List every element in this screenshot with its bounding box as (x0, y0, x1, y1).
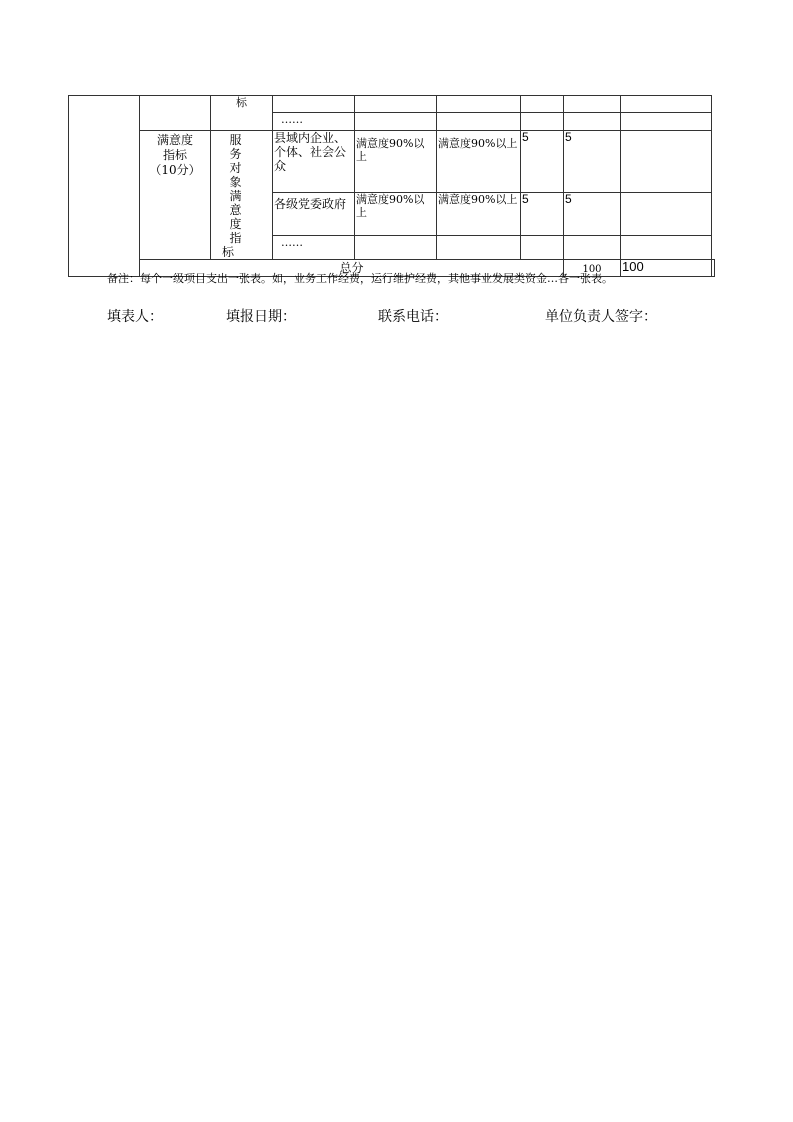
weight-cell: 5 (521, 192, 564, 235)
ellipsis-cell: …… (273, 236, 355, 260)
sub-line: 对 象 (229, 161, 278, 189)
sub-line: 度 指 (229, 217, 278, 245)
sub-line: 标 (222, 245, 235, 259)
table-row (69, 96, 715, 113)
table-cell (355, 236, 437, 260)
table-cell (564, 96, 621, 113)
weight-cell: 5 (521, 131, 564, 193)
standard-cell: 满意度90%以上 (355, 192, 437, 235)
table-cell (355, 96, 437, 113)
category-line: （10分） (149, 163, 201, 177)
table-cell (437, 96, 521, 113)
table-cell (621, 96, 712, 113)
ellipsis-cell: …… (273, 113, 355, 131)
total-score: 100 (621, 260, 712, 277)
table-cell (437, 113, 521, 131)
satisfaction-category-cell (140, 131, 211, 260)
filler-label: 填表人： (107, 309, 163, 325)
target-cell: 县域内企业、个体、社会公众 (273, 131, 355, 193)
phone-label: 联系电话： (378, 309, 448, 325)
sub-line: 服 务 (229, 133, 278, 161)
sub-line: 满 意 (229, 189, 278, 217)
table-cell (521, 96, 564, 113)
table-cell (521, 236, 564, 260)
satisfaction-sub-cell (211, 131, 278, 260)
table-cell (621, 131, 712, 193)
leader-signature-label: 单位负责人签字： (545, 309, 657, 325)
table-cell (712, 260, 715, 277)
target-cell: 各级党委政府 (273, 192, 355, 235)
table-cell (621, 113, 712, 131)
footnote: 备注：每个一级项目支出一张表。如，业务工作经费，运行维护经费，其他事业发展类资金…各一张表。 (107, 272, 613, 285)
total-weight: 100 (564, 260, 621, 277)
total-label: 总分 (140, 260, 564, 277)
table-cell (355, 113, 437, 131)
table-cell (521, 113, 564, 131)
table-cell (273, 96, 355, 113)
category-line: 满意度 (156, 133, 193, 147)
table-cell (564, 236, 621, 260)
table-cell (437, 236, 521, 260)
standard-cell: 满意度90%以上 (355, 131, 437, 193)
level2-cell (140, 96, 211, 131)
level1-cell (69, 96, 140, 277)
table-row (69, 131, 715, 193)
performance-table (68, 95, 715, 277)
table-cell (621, 192, 712, 235)
fill-date-label: 填报日期： (226, 309, 296, 325)
table-cell (621, 236, 712, 260)
actual-cell: 满意度90%以上 (437, 192, 521, 235)
level3-cell (211, 96, 273, 131)
score-cell: 5 (564, 131, 621, 193)
score-cell: 5 (564, 192, 621, 235)
category-line: 指标 (162, 148, 187, 162)
actual-cell: 满意度90%以上 (437, 131, 521, 193)
level3-tail-label: 标 (236, 96, 247, 109)
table-cell (564, 113, 621, 131)
